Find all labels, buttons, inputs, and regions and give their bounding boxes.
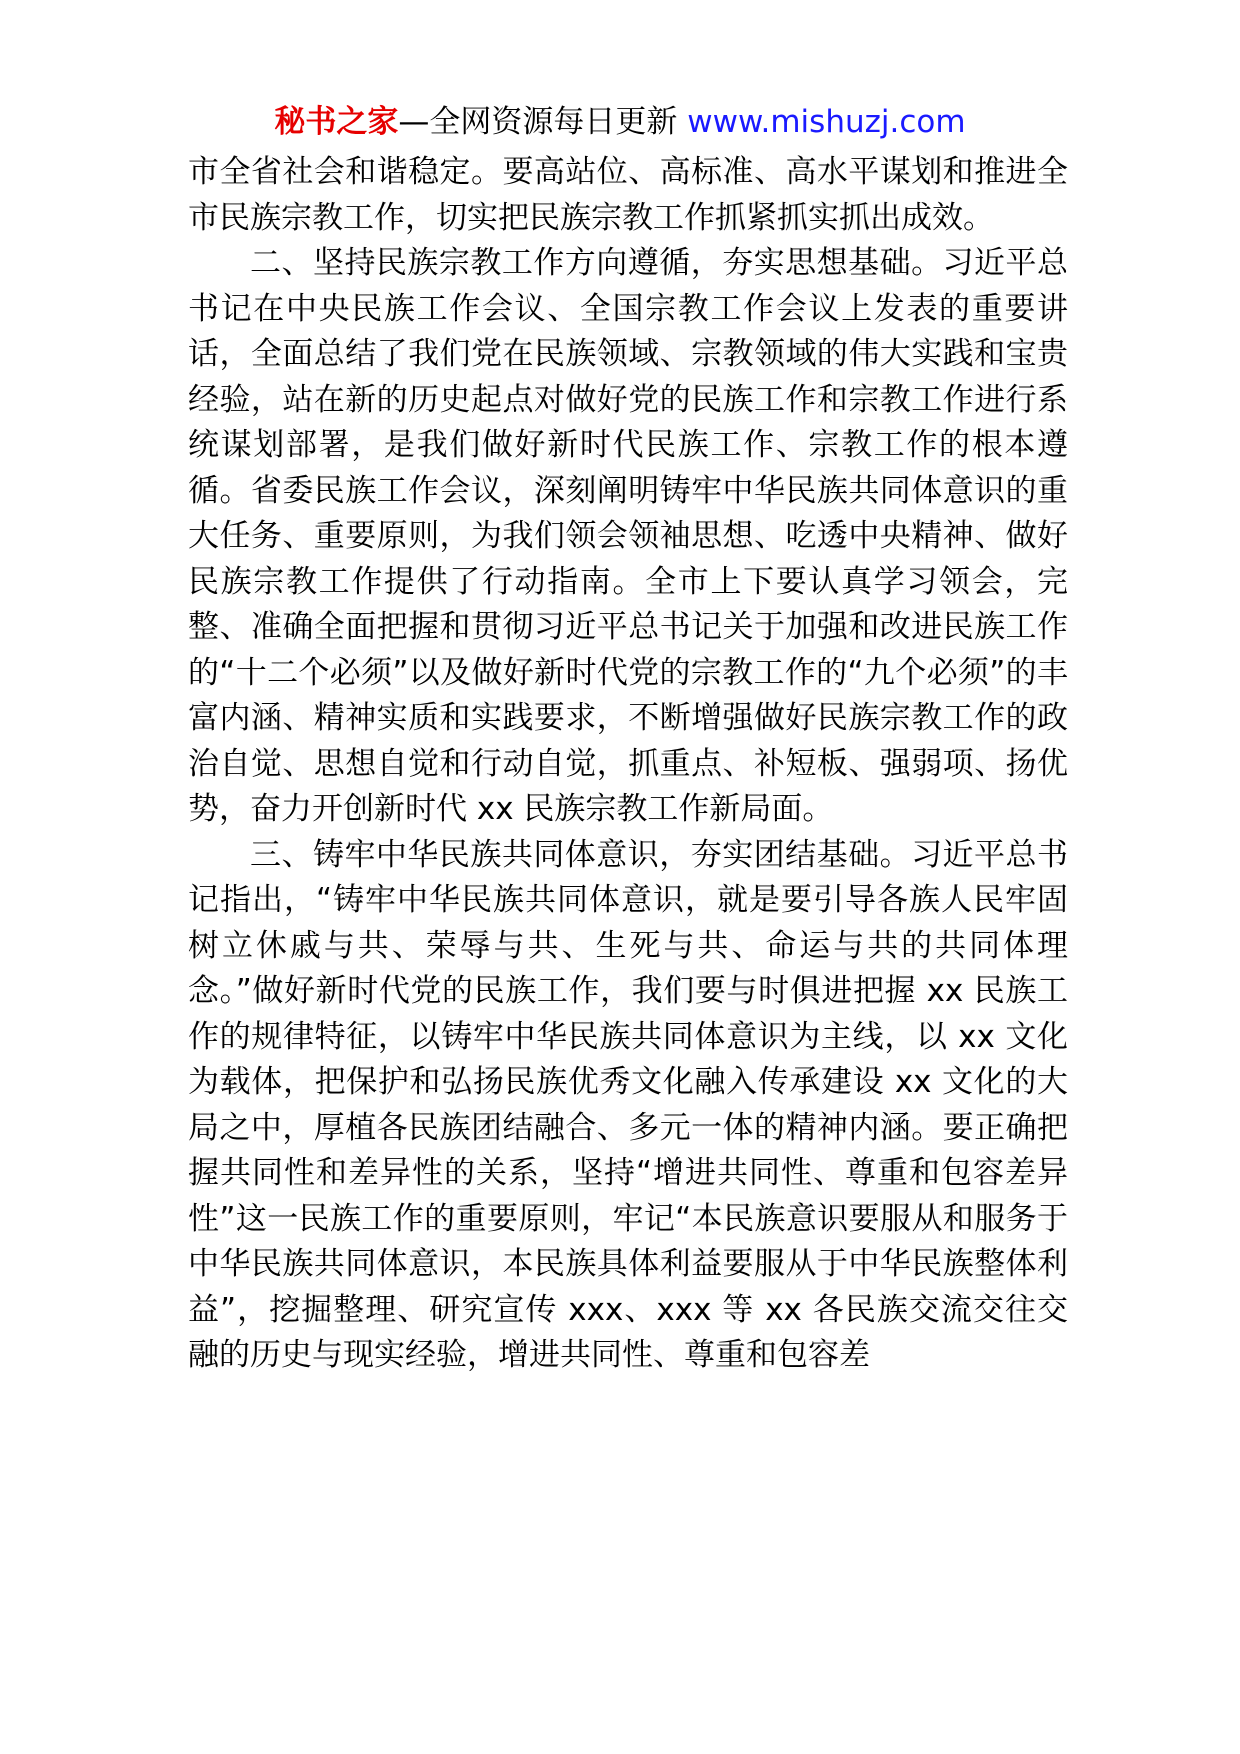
header-tagline: —全网资源每日更新 [398, 104, 688, 140]
header-url-link[interactable]: www.mishuzj.com [687, 104, 966, 140]
document-body [188, 150, 1068, 1379]
paragraph-section-three: 三、铸牢中华民族共同体意识，夯实团结基础。习近平总书记指出，“铸牢中华民族共同体意识，就是要引导各族人民牢固树立休戚与共、荣辱与共、生死与共、命运与共的共同体理念。”做好新时代党的民族工作，我们要与时俱进把握 xx 民族工作的规律特征，以铸牢中华民族共同体意识为主线，以 xx 文化为载体，把保护和弘扬民族优秀文化融入传承建设 xx 文化的大局之中，厚植各民族团结融合、多元一体的精神内涵。要正确把握共同性和差异性的关系，坚持“增进共同性、尊重和包容差异性”这一民族工作的重要原则，牢记“本民族意识要服从和服务于中华民族共同体意识，本民族具体利益要服从于中华民族整体利益”，挖掘整理、研究宣传 xxx、xxx 等 xx 各民族交流交往交融的历史与现实经验，增进共同性、尊重和包容差 [188, 836, 1068, 1373]
page-header [0, 100, 1240, 144]
paragraph-continued: 市全省社会和谐稳定。要高站位、高标准、高水平谋划和推进全市民族宗教工作，切实把民族宗教工作抓紧抓实抓出成效。 [188, 154, 1068, 236]
paragraph-section-two: 二、坚持民族宗教工作方向遵循，夯实思想基础。习近平总书记在中央民族工作会议、全国宗教工作会议上发表的重要讲话，全面总结了我们党在民族领域、宗教领域的伟大实践和宝贵经验，站在新的历史起点对做好党的民族工作和宗教工作进行系统谋划部署，是我们做好新时代民族工作、宗教工作的根本遵循。省委民族工作会议，深刻阐明铸牢中华民族共同体意识的重大任务、重要原则，为我们领会领袖思想、吃透中央精神、做好民族宗教工作提供了行动指南。全市上下要认真学习领会，完整、准确全面把握和贯彻习近平总书记关于加强和改进民族工作的“十二个必须”以及做好新时代党的宗教工作的“九个必须”的丰富内涵、精神实质和实践要求，不断增强做好民族宗教工作的政治自觉、思想自觉和行动自觉，抓重点、补短板、强弱项、扬优势，奋力开创新时代 xx 民族宗教工作新局面。 [188, 245, 1068, 827]
header-brand: 秘书之家 [274, 104, 399, 140]
